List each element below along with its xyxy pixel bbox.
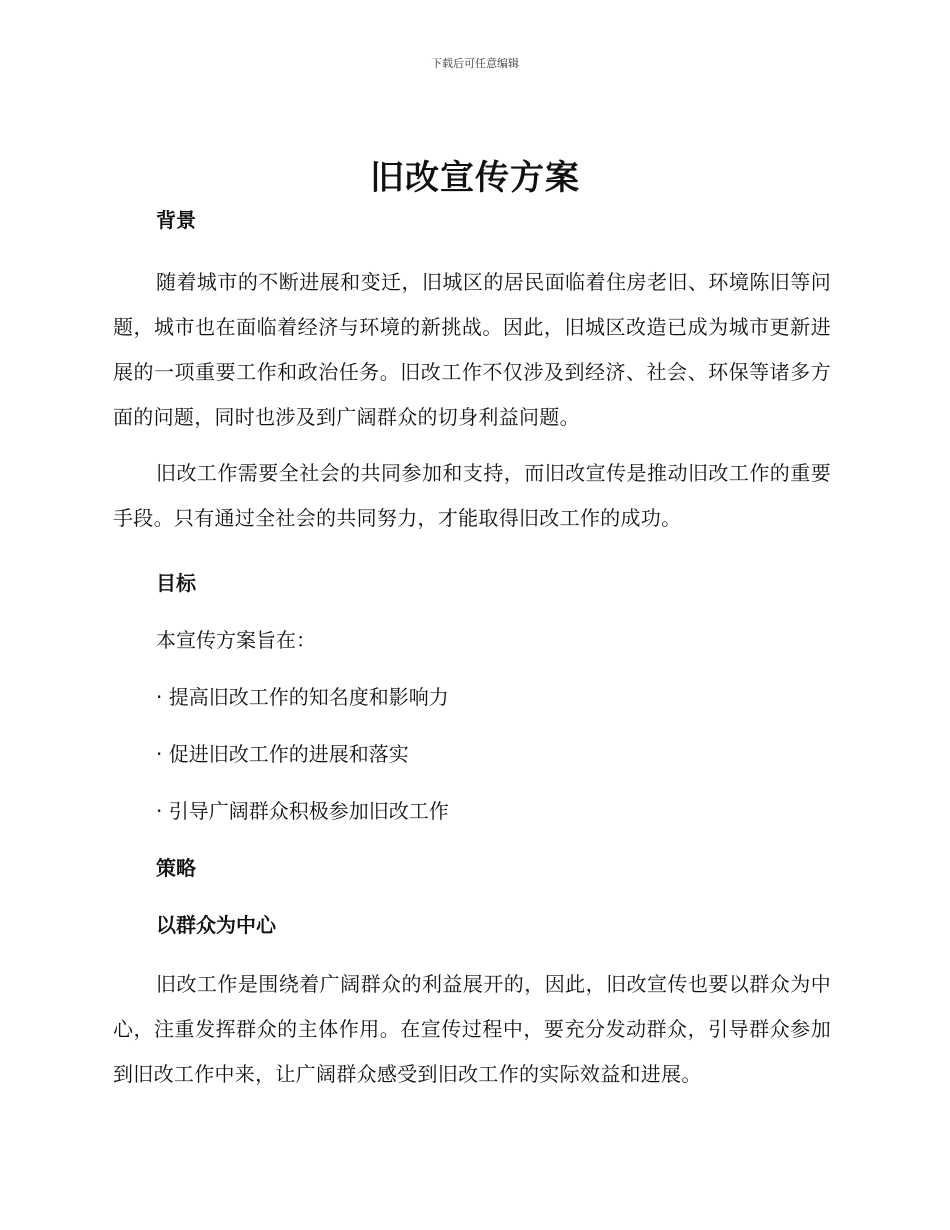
goals-intro: 本宣传方案旨在： [156,628,316,652]
strategy-paragraph: 旧改工作是围绕着广阔群众的利益展开的，因此，旧改宣传也要以群众为中心，注重发挥群众的主体作用。在宣传过程中，要充分发动群众，引导群众参加到旧改工作中来，让广阔群众感受到旧改工作的实际效益和进展。 [113,972,831,1086]
section-heading-strategy: 策略 [156,856,196,880]
goals-list-item: · 提高旧改工作的知名度和影响力 [156,685,449,709]
background-paragraph-2: 旧改工作需要全社会的共同参加和支持，而旧改宣传是推动旧改工作的重要手段。只有通过全社会的共同努力，才能取得旧改工作的成功。 [113,461,831,530]
document-title: 旧改宣传方案 [370,158,580,198]
goals-list-item: · 促进旧改工作的进展和落实 [156,742,409,766]
document-body [113,205,831,1097]
section-heading-goals: 目标 [156,571,196,595]
goals-list-item: · 引导广阔群众积极参加旧改工作 [156,799,449,823]
section-heading-background: 背景 [156,208,196,232]
background-paragraph-1: 随着城市的不断进展和变迁，旧城区的居民面临着住房老旧、环境陈旧等问题，城市也在面临着经济与环境的新挑战。因此，旧城区改造已成为城市更新进展的一项重要工作和政治任务。旧改工作不仅涉及到经济、社会、环保等诸多方面的问题，同时也涉及到广阔群众的切身利益问题。 [113,270,831,429]
strategy-subheading: 以群众为中心 [156,913,276,937]
page-header-note: 下载后可任意编辑 [431,57,519,70]
